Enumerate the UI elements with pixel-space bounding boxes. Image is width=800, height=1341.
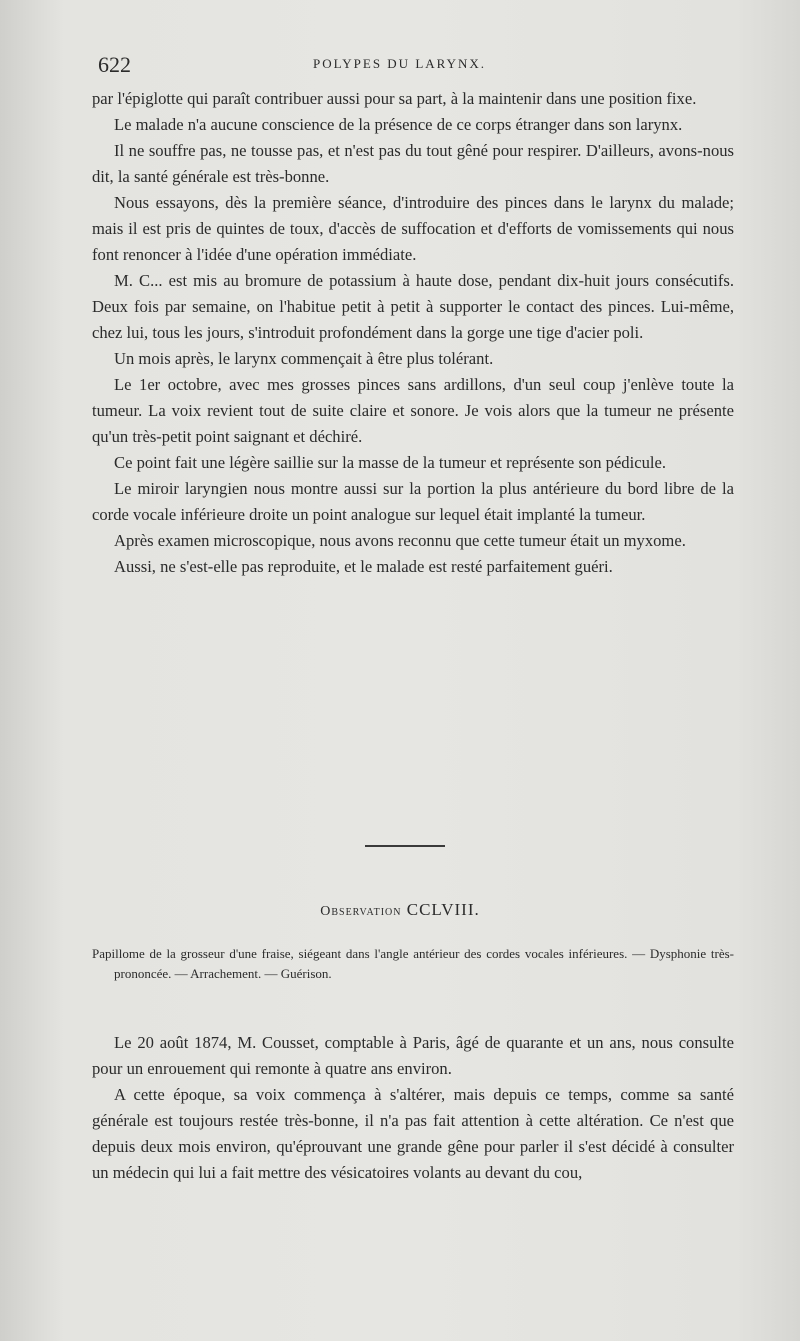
observation-label: Observation: [320, 904, 402, 919]
paragraph: Ce point fait une légère saillie sur la masse de la tumeur et représente son pédicule.: [114, 453, 667, 472]
paragraph: M. C... est mis au bromure de potassium à haute dose, pendant dix-huit jours consécutifs. Deux fois par semaine, on l'habitue petit à petit à supporter le contact des pinces. Lui-même, chez lui, tous les jours, s'introduit profondément dans la gorge une tige d'acier poli.: [92, 271, 734, 342]
paragraph: par l'épiglotte qui paraît contribuer aussi pour sa part, à la maintenir dans une position fixe.: [92, 89, 697, 108]
paragraph: Le 20 août 1874, M. Cousset, comptable à Paris, âgé de quarante et un ans, nous consulte pour un enrouement qui remonte à quatre ans environ.: [92, 1033, 734, 1078]
paragraph: Après examen microscopique, nous avons reconnu que cette tumeur était un myxome.: [114, 531, 686, 550]
paragraph: Nous essayons, dès la première séance, d'introduire des pinces dans le larynx du malade; mais il est pris de quintes de toux, d'accès de suffocation et d'efforts de vomissements qui nous font renoncer à l'idée d'une opération immédiate.: [92, 193, 734, 264]
paragraph: A cette époque, sa voix commença à s'altérer, mais depuis ce temps, comme sa santé générale est toujours restée très-bonne, il n'a pas fait attention à cette altération. Ce n'est que depuis deux mois environ, qu'éprouvant une grande gêne pour parler il s'est décidé à consulter un médecin qui lui a fait mettre des vésicatoires volants au devant du cou,: [92, 1085, 734, 1182]
running-title: POLYPES DU LARYNX.: [313, 56, 487, 71]
observation-text: [92, 1030, 734, 1186]
observation-number: CCLVIII.: [406, 900, 480, 919]
paragraph: Un mois après, le larynx commençait à être plus tolérant.: [114, 349, 494, 368]
paragraph: Le miroir laryngien nous montre aussi sur la portion la plus antérieure du bord libre de la corde vocale inférieure droite un point analogue sur lequel était implanté la tumeur.: [92, 479, 734, 524]
page-header: [98, 52, 738, 82]
paragraph: Le malade n'a aucune conscience de la présence de ce corps étranger dans son larynx.: [114, 115, 683, 134]
paragraph: Il ne souffre pas, ne tousse pas, et n'est pas du tout gêné pour respirer. D'ailleurs, avons-nous dit, la santé générale est très-bonne.: [92, 141, 734, 186]
observation-title: [0, 900, 800, 920]
observation-summary: [92, 944, 734, 984]
summary-text: Papillome de la grosseur d'une fraise, siégeant dans l'angle antérieur des cordes vocales inférieures. — Dysphonie très-prononcée. — Arrachement. — Guérison.: [92, 946, 734, 981]
page-number: 622: [98, 52, 131, 77]
paragraph: Aussi, ne s'est-elle pas reproduite, et le malade est resté parfaitement guéri.: [114, 557, 613, 576]
paragraph: Le 1er octobre, avec mes grosses pinces sans ardillons, d'un seul coup j'enlève toute la tumeur. La voix revient tout de suite claire et sonore. Je vois alors que la tumeur ne présente qu'un très-petit point saignant et déchiré.: [92, 375, 734, 446]
section-divider: [365, 845, 445, 847]
main-text: [92, 86, 734, 580]
